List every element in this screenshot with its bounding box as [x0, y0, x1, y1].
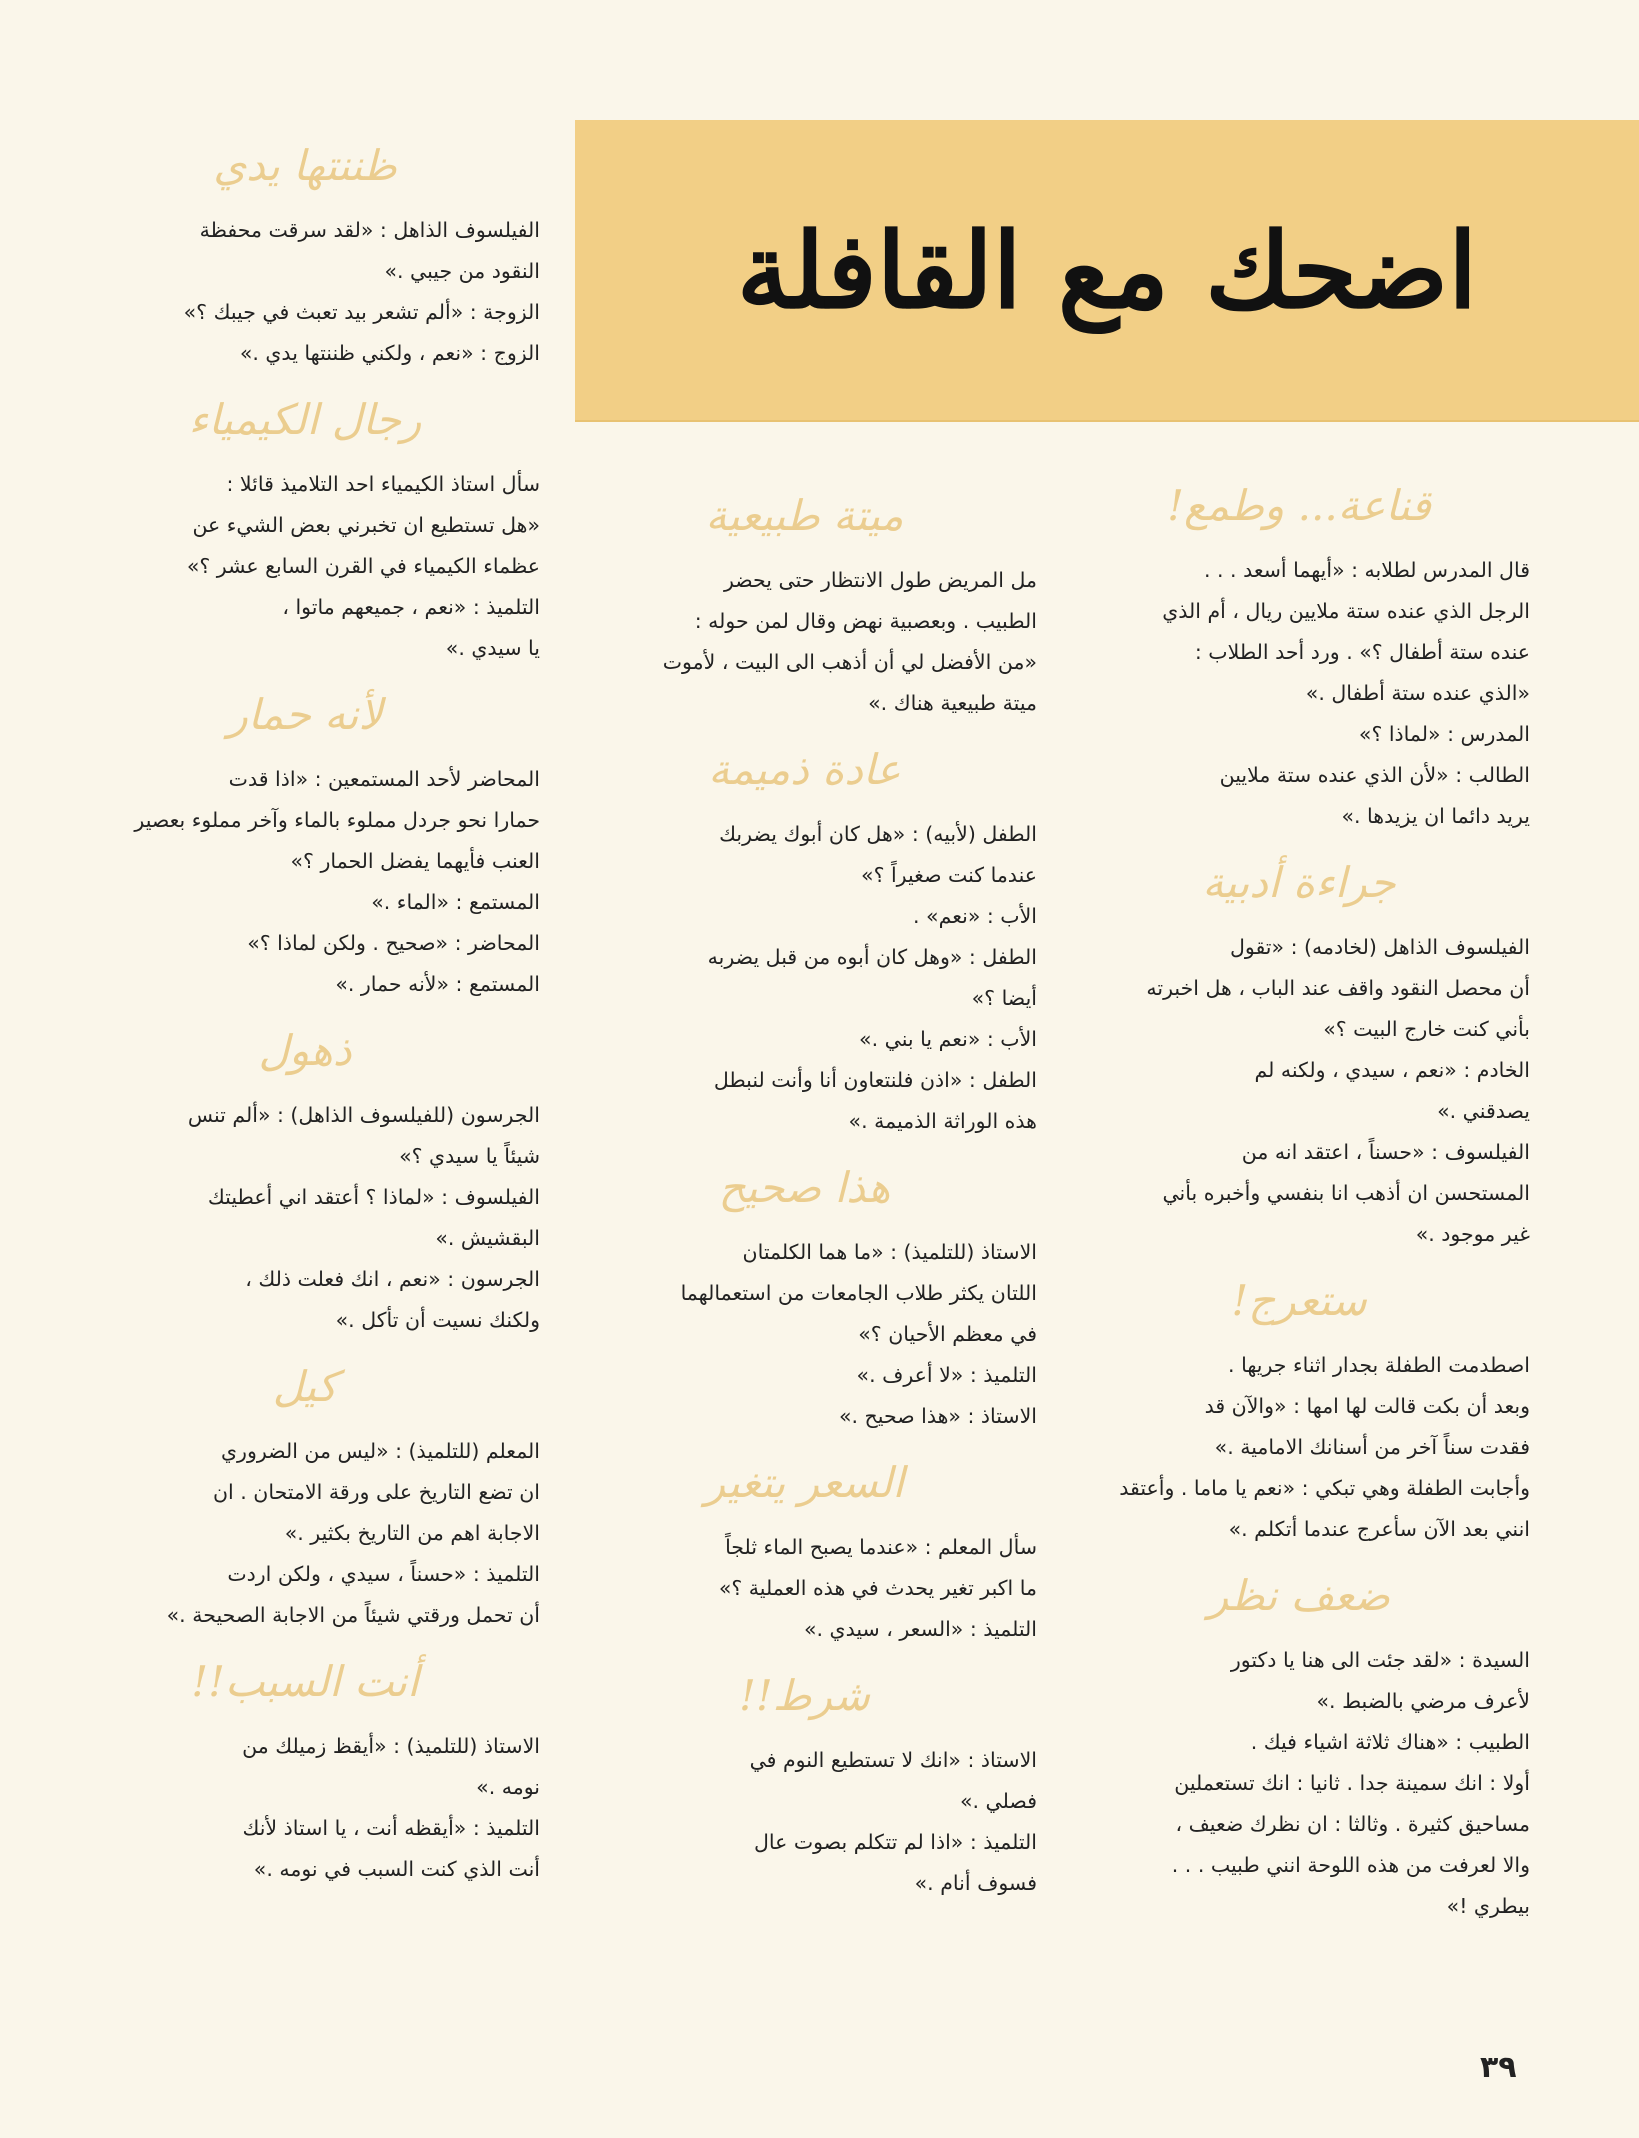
- article: [70, 687, 540, 1005]
- article-line: الفيلسوف الذاهل : «لقد سرقت محفظة: [199, 218, 540, 242]
- article-line: بيطري !»: [1446, 1894, 1530, 1918]
- article-line: الجرسون : «نعم ، انك فعلت ذلك ،: [245, 1267, 540, 1291]
- article-line: الطالب : «لأن الذي عنده ستة ملايين: [1219, 763, 1530, 787]
- article-line: فصلي .»: [959, 1789, 1037, 1813]
- article-line: أن تحمل ورقتي شيئاً من الاجابة الصحيحة .»: [166, 1603, 540, 1627]
- article-heading: ضعف نظر: [1207, 1571, 1391, 1620]
- article-line: «من الأفضل لي أن أذهب الى البيت ، لأموت: [662, 650, 1037, 674]
- article-line: الجرسون (للفيلسوف الذاهل) : «ألم تنس: [187, 1103, 540, 1127]
- article-line: الفيلسوف الذاهل (لخادمه) : «تقول: [1229, 935, 1530, 959]
- article-line: غير موجود .»: [1415, 1222, 1530, 1246]
- article-line: الاجابة اهم من التاريخ بكثير .»: [284, 1521, 540, 1545]
- article-line: عندما كنت صغيراً ؟»: [861, 863, 1037, 887]
- article-line: اللتان يكثر طلاب الجامعات من استعمالهما: [680, 1281, 1037, 1305]
- article-line: الزوجة : «ألم تشعر بيد تعبث في جيبك ؟»: [183, 300, 540, 324]
- article-line: الخادم : «نعم ، سيدي ، ولكنه لم: [1254, 1058, 1530, 1082]
- article: [572, 488, 1037, 724]
- article-line: الرجل الذي عنده ستة ملايين ريال ، أم الذي: [1162, 599, 1530, 623]
- article-line: العنب فأيهما يفضل الحمار ؟»: [290, 849, 540, 873]
- article: [70, 1654, 540, 1890]
- title-banner: [575, 120, 1639, 422]
- article-heading: ستعرج!: [1231, 1276, 1367, 1325]
- article-line: هذه الوراثة الذميمة .»: [848, 1109, 1037, 1133]
- article-line: عظماء الكيمياء في القرن السابع عشر ؟»: [186, 554, 540, 578]
- article-heading: ذهول: [258, 1026, 352, 1075]
- article: [1068, 1273, 1530, 1550]
- article-line: الطفل : «اذن فلنتعاون أنا وأنت لنبطل: [713, 1068, 1037, 1092]
- article-line: يريد دائما ان يزيدها .»: [1341, 804, 1530, 828]
- article-line: الأب : «نعم يا بني .»: [859, 1027, 1037, 1051]
- article-line: وأجابت الطفلة وهي تبكي : «نعم يا ماما . وأعتقد: [1119, 1476, 1530, 1500]
- article-line: النقود من جيبي .»: [384, 259, 540, 283]
- article: [1068, 478, 1530, 837]
- article: [70, 138, 540, 374]
- article-line: الفيلسوف : «حسناً ، اعتقد انه من: [1241, 1140, 1530, 1164]
- article-line: وبعد أن بكت قالت لها امها : «والآن قد: [1204, 1394, 1530, 1418]
- article: [572, 1160, 1037, 1437]
- article-heading: رجال الكيمياء: [188, 395, 422, 444]
- article-line: مساحيق كثيرة . وثالثا : ان نظرك ضعيف ،: [1175, 1812, 1530, 1836]
- article-line: الطبيب . وبعصبية نهض وقال لمن حوله :: [694, 609, 1037, 633]
- article-line: شيئاً يا سيدي ؟»: [399, 1144, 540, 1168]
- article-line: أيضا ؟»: [971, 986, 1037, 1010]
- article-line: «الذي عنده ستة أطفال .»: [1305, 681, 1530, 705]
- article: [572, 742, 1037, 1142]
- article-line: الاستاذ (للتلميذ) : «أيقظ زميلك من: [242, 1734, 540, 1758]
- article-line: فسوف أنام .»: [914, 1871, 1037, 1895]
- article-line: مل المريض طول الانتظار حتى يحضر: [723, 568, 1037, 592]
- article-line: «هل تستطيع ان تخبرني بعض الشيء عن: [192, 513, 540, 537]
- article-line: انني بعد الآن سأعرج عندما أتكلم .»: [1228, 1517, 1530, 1541]
- article-line: المستمع : «الماء .»: [371, 890, 540, 914]
- article-line: الاستاذ (للتلميذ) : «ما هما الكلمتان: [742, 1240, 1037, 1264]
- article-line: المستحسن ان أذهب انا بنفسي وأخبره بأني: [1162, 1181, 1530, 1205]
- article: [70, 1359, 540, 1636]
- article-line: فقدت سناً آخر من أسنانك الامامية .»: [1214, 1435, 1530, 1459]
- article-heading: عادة ذميمة: [708, 745, 901, 794]
- article-line: الفيلسوف : «لماذا ؟ أعتقد اني أعطيتك: [207, 1185, 540, 1209]
- article-line: بأني كنت خارج البيت ؟»: [1323, 1017, 1530, 1041]
- column-middle: [572, 470, 1037, 1912]
- article: [572, 1455, 1037, 1650]
- article-line: الاستاذ : «انك لا تستطيع النوم في: [749, 1748, 1037, 1772]
- column-right: [1068, 460, 1530, 1935]
- article-line: اصطدمت الطفلة بجدار اثناء جريها .: [1228, 1353, 1530, 1377]
- article: [70, 1023, 540, 1341]
- page-number: ٣٩: [1480, 2050, 1517, 2085]
- article-line: قال المدرس لطلابه : «أيهما أسعد . . .: [1203, 558, 1530, 582]
- article-line: سأل استاذ الكيمياء احد التلاميذ قائلا :: [226, 472, 540, 496]
- article-line: أن محصل النقود واقف عند الباب ، هل اخبرته: [1146, 976, 1530, 1000]
- article-line: ما اكبر تغير يحدث في هذه العملية ؟»: [718, 1576, 1037, 1600]
- article-heading: كيل: [272, 1362, 338, 1411]
- article-line: يا سيدي .»: [445, 636, 540, 660]
- article-heading: السعر يتغير: [704, 1458, 905, 1507]
- article-heading: أنت السبب!!: [191, 1657, 419, 1706]
- article-line: التلميذ : «حسناً ، سيدي ، ولكن اردت: [227, 1562, 540, 1586]
- article: [70, 392, 540, 669]
- article-heading: قناعة... وطمع!: [1167, 481, 1431, 530]
- article-line: الطبيب : «هناك ثلاثة اشياء فيك .: [1250, 1730, 1530, 1754]
- article-line: أنت الذي كنت السبب في نومه .»: [253, 1857, 540, 1881]
- article-line: أولا : انك سمينة جدا . ثانيا : انك تستعملين: [1174, 1771, 1530, 1795]
- article-line: والا لعرفت من هذه اللوحة انني طبيب . . .: [1171, 1853, 1530, 1877]
- article-line: الطفل : «وهل كان أبوه من قبل يضربه: [707, 945, 1037, 969]
- article-line: حمارا نحو جردل مملوء بالماء وآخر مملوء بعصير: [134, 808, 540, 832]
- article-line: المدرس : «لماذا ؟»: [1358, 722, 1530, 746]
- banner-title: اضحك مع القافلة: [736, 208, 1478, 332]
- article-line: التلميذ : «نعم ، جميعهم ماتوا ،: [282, 595, 540, 619]
- article: [1068, 1568, 1530, 1927]
- article-heading: جراءة أدبية: [1202, 858, 1396, 907]
- article-line: ولكنك نسيت أن تأكل .»: [335, 1308, 540, 1332]
- article-line: البقشيش .»: [435, 1226, 540, 1250]
- article-line: عنده ستة أطفال ؟» . ورد أحد الطلاب :: [1194, 640, 1530, 664]
- article-line: المعلم (للتلميذ) : «ليس من الضروري: [221, 1439, 540, 1463]
- article-heading: ظننتها يدي: [213, 141, 397, 190]
- article-heading: ميتة طبيعية: [705, 491, 904, 540]
- article-heading: هذا صحيح: [718, 1163, 891, 1212]
- article-heading: لأنه حمار: [227, 690, 383, 739]
- article-line: يصدقني .»: [1437, 1099, 1530, 1123]
- article-line: ان تضع التاريخ على ورقة الامتحان . ان: [212, 1480, 540, 1504]
- article-heading: شرط!!: [739, 1671, 870, 1720]
- article-line: التلميذ : «أيقظه أنت ، يا استاذ لأنك: [242, 1816, 540, 1840]
- article-line: الأب : «نعم» .: [913, 904, 1037, 928]
- article-line: السيدة : «لقد جئت الى هنا يا دكتور: [1230, 1648, 1530, 1672]
- article-line: لأعرف مرضي بالضبط .»: [1316, 1689, 1530, 1713]
- article-line: الاستاذ : «هذا صحيح .»: [838, 1404, 1037, 1428]
- article-line: نومه .»: [476, 1775, 540, 1799]
- article-line: الطفل (لأبيه) : «هل كان أبوك يضربك: [719, 822, 1037, 846]
- column-left: [70, 120, 540, 1898]
- article-line: المستمع : «لأنه حمار .»: [335, 972, 540, 996]
- article-line: التلميذ : «اذا لم تتكلم بصوت عال: [753, 1830, 1037, 1854]
- article-line: ميتة طبيعية هناك .»: [868, 691, 1037, 715]
- article: [572, 1668, 1037, 1904]
- article: [1068, 855, 1530, 1255]
- article-line: المحاضر لأحد المستمعين : «اذا قدت: [228, 767, 540, 791]
- article-line: المحاضر : «صحيح . ولكن لماذا ؟»: [247, 931, 540, 955]
- article-line: في معظم الأحيان ؟»: [858, 1322, 1037, 1346]
- article-line: التلميذ : «السعر ، سيدي .»: [803, 1617, 1037, 1641]
- article-line: سأل المعلم : «عندما يصبح الماء ثلجاً: [725, 1535, 1037, 1559]
- article-line: الزوج : «نعم ، ولكني ظننتها يدي .»: [239, 341, 540, 365]
- article-line: التلميذ : «لا أعرف .»: [856, 1363, 1037, 1387]
